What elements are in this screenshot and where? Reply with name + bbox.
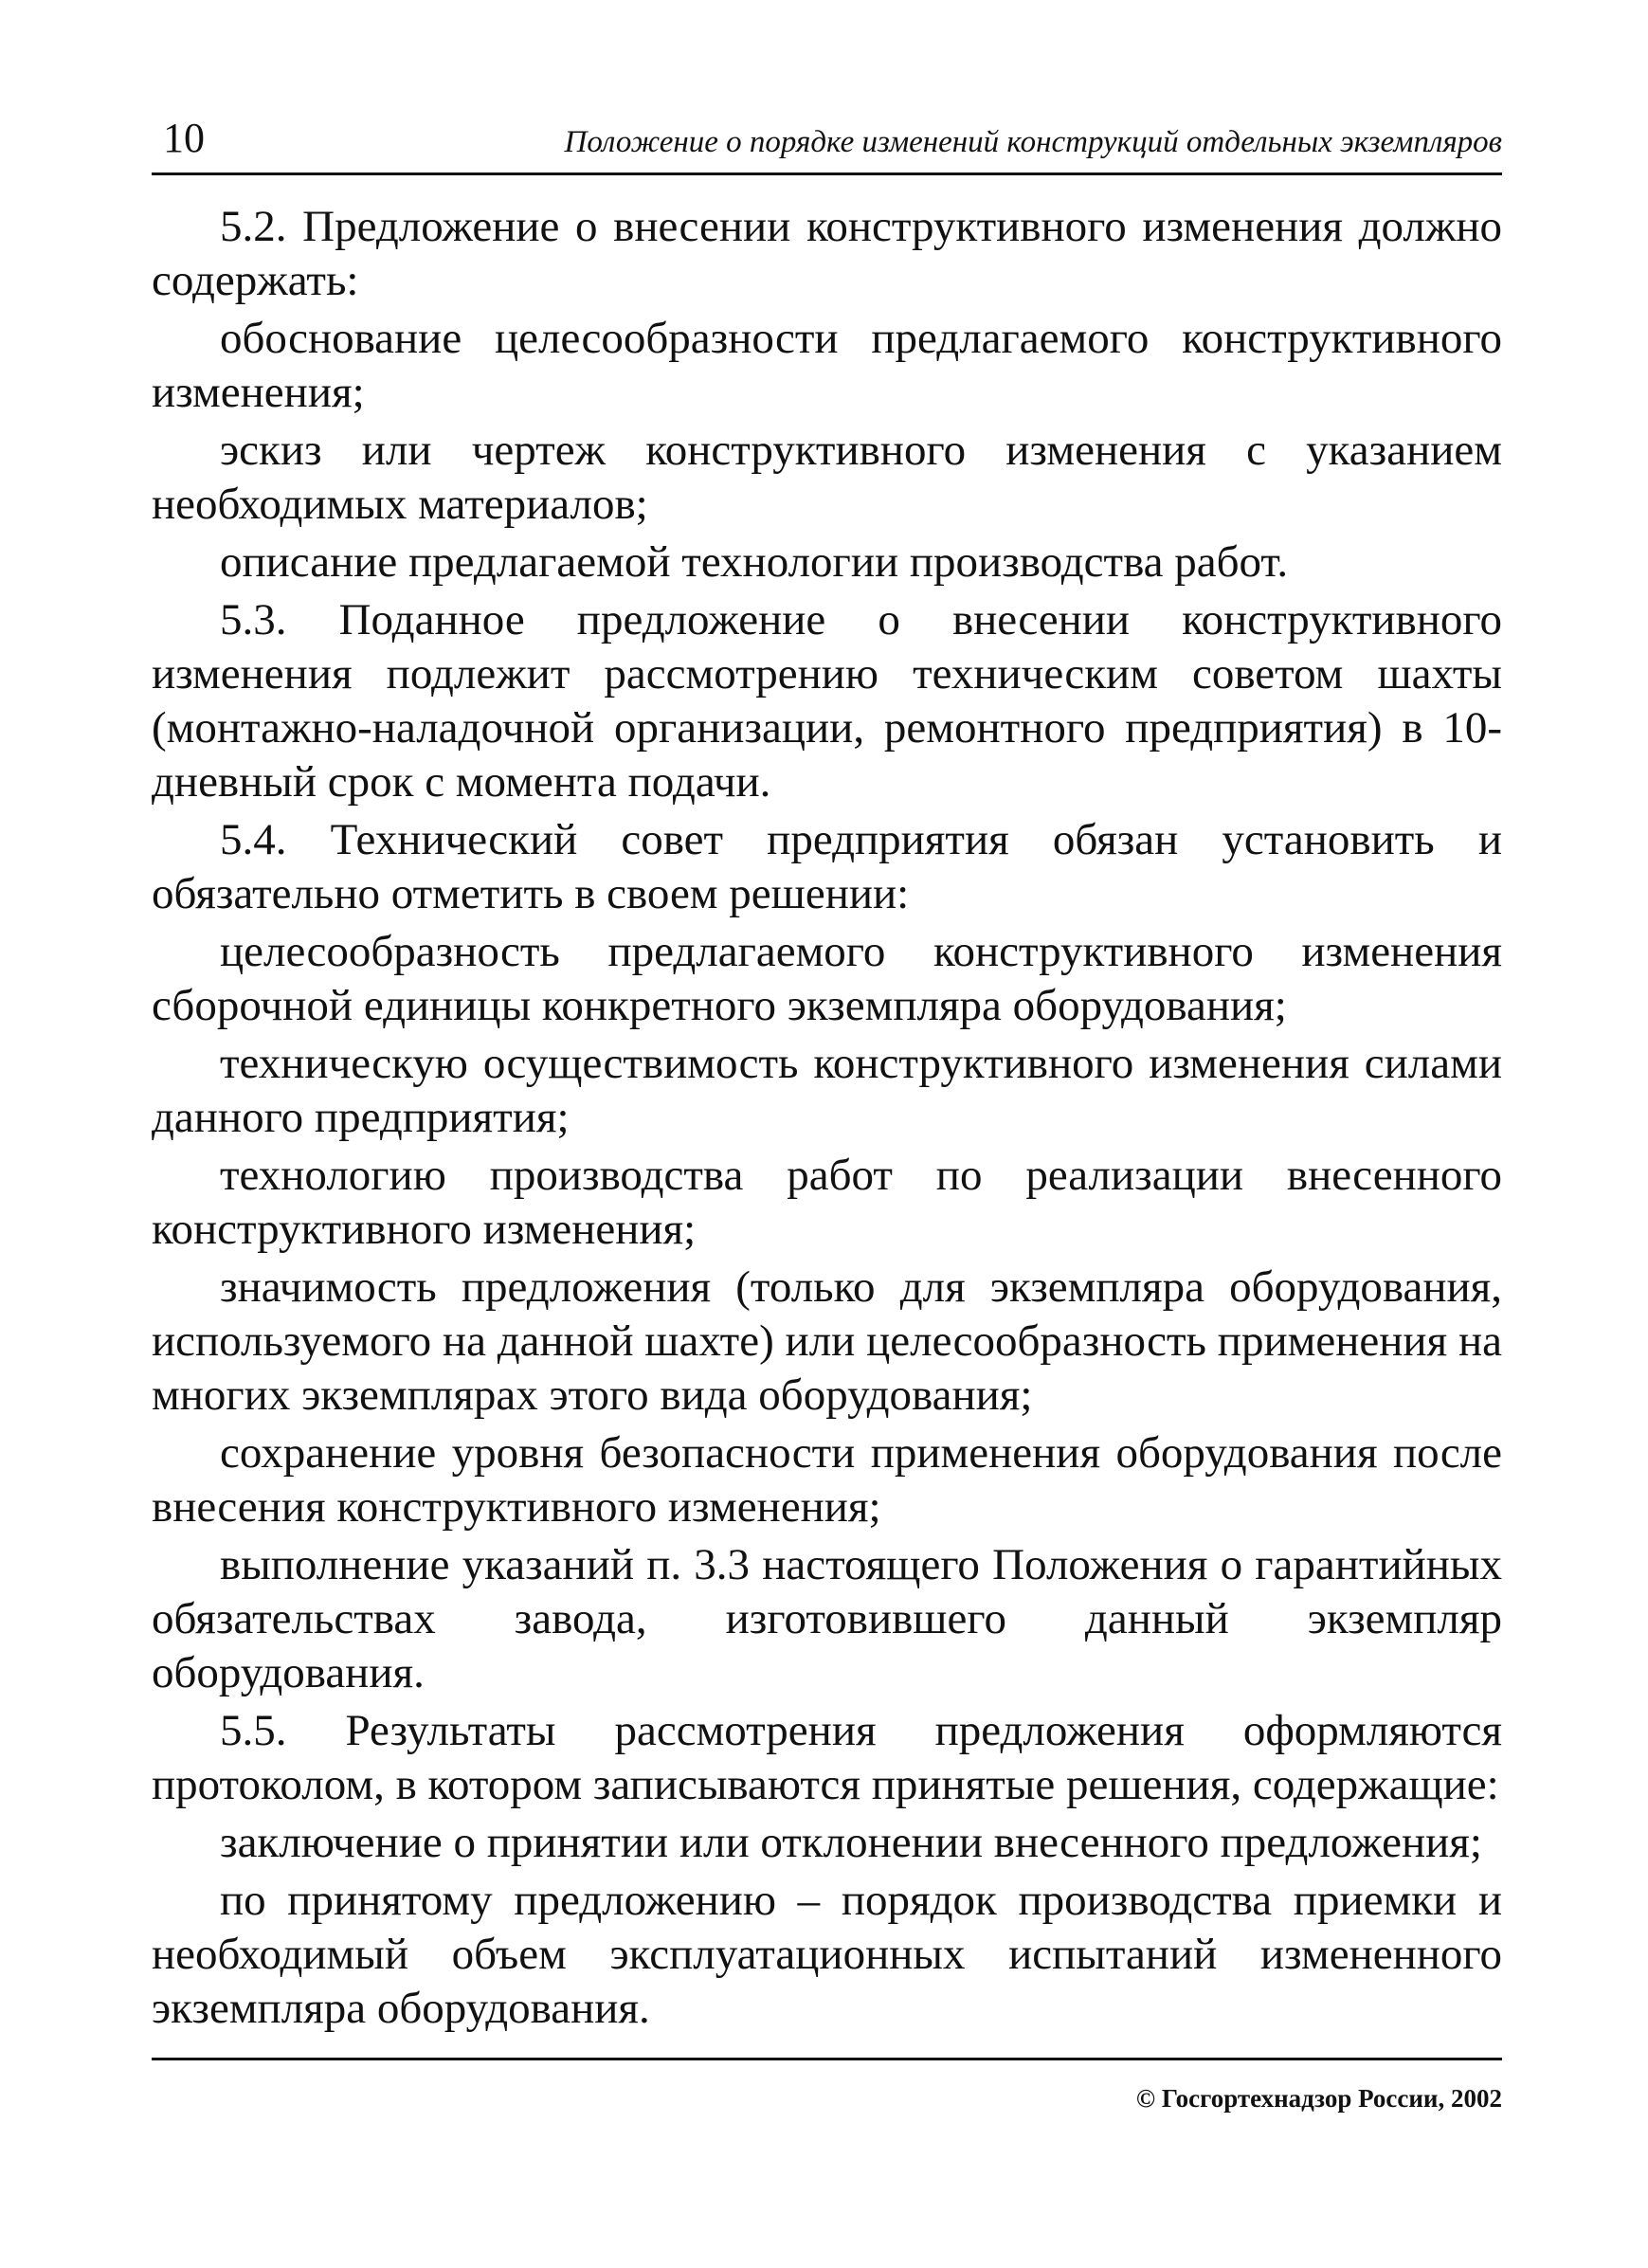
list-item-technology-description: описание предлагаемой технологии производства работ. [220, 537, 1289, 587]
paragraph-5-2: 5.2. Предложение о внесении конструктивного изменения должно содержать: [152, 202, 1502, 305]
list-item-technology: технологию производства работ по реализации внесенного конструктивного изменения; [152, 1151, 1502, 1254]
paragraph-5-5: 5.5. Результаты рассмотрения предложения оформляются протоколом, в котором записываются принятые решения, содержащие: [152, 1706, 1502, 1809]
paragraph-5-3: 5.3. Поданное предложение о внесении конструктивного изменения подлежит рассмотрению техническим советом шахты (монтажно-наладочной организации, ремонтного предприятия) в 10-дневный срок с момента подачи. [152, 595, 1502, 807]
list-item-acceptance: по принятому предложению – порядок производства приемки и необходимый объем эксплуатационных испытаний измененного экземпляра оборудования. [152, 1876, 1502, 2033]
list-item-expediency: целесообразность предлагаемого конструктивного изменения сборочной единицы конкретного экземпляра оборудования; [152, 927, 1502, 1030]
copyright-footer: © Госгортехнадзор России, 2002 [1135, 2084, 1502, 2113]
list-item-warranty: выполнение указаний п. 3.3 настоящего Положения о гарантийных обязательствах завода, изготовившего данный экземпляр оборудования. [152, 1540, 1502, 1697]
page-header [152, 112, 1502, 175]
list-item-feasibility: техническую осуществимость конструктивного изменения силами данного предприятия; [152, 1039, 1502, 1142]
list-item-significance: значимость предложения (только для экземпляра оборудования, используемого на данной шахте) или целесообразность применения на многих экземплярах этого вида оборудования; [152, 1262, 1502, 1420]
body-text [152, 200, 1502, 2040]
list-item-conclusion: заключение о принятии или отклонении внесенного предложения; [220, 1818, 1482, 1867]
running-title: Положение о порядке изменений конструкций отдельных экземпляров [564, 125, 1502, 159]
page-number: 10 [163, 115, 205, 161]
list-item-safety-level: сохранение уровня безопасности применения оборудования после внесения конструктивного изменения; [152, 1428, 1502, 1532]
footer-divider [152, 2058, 1502, 2060]
list-item-justification: обоснование целесообразности предлагаемого конструктивного изменения; [152, 314, 1502, 417]
paragraph-5-4: 5.4. Технический совет предприятия обязан установить и обязательно отметить в своем решении: [152, 815, 1502, 918]
list-item-sketch: эскиз или чертеж конструктивного изменения с указанием необходимых материалов; [152, 426, 1502, 529]
